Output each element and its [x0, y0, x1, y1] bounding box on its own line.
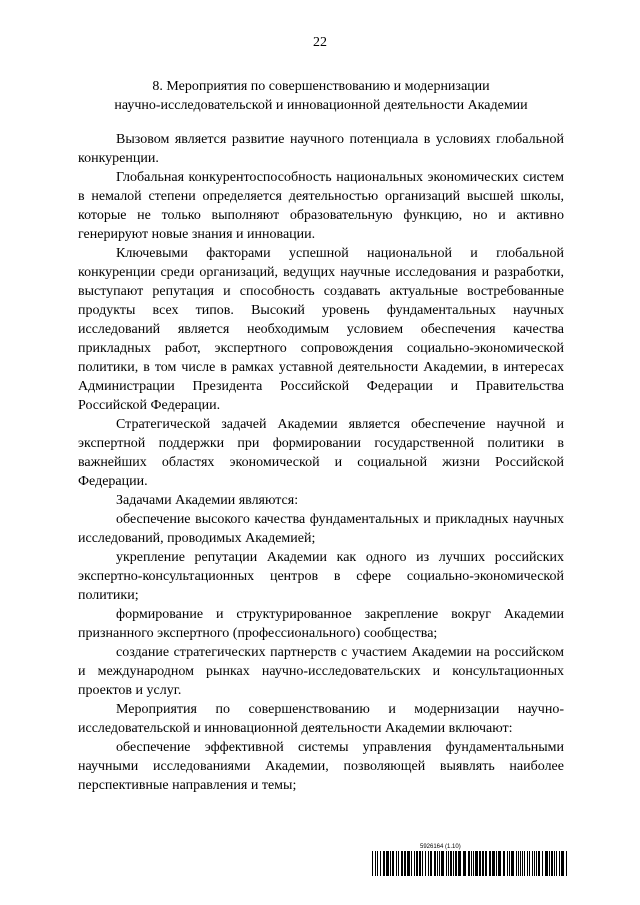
- document-code: 5926164 (1.10): [420, 844, 461, 850]
- document-body: [78, 130, 564, 795]
- section-title: [78, 77, 564, 115]
- paragraph-9: создание стратегических партнерств с участием Академии на российском и международном рынках научно-исследовательских и консультационных проектов и услуг.: [78, 645, 564, 698]
- paragraph-11: обеспечение эффективной системы управления фундаментальными научными исследованиями Академии, позволяющей выявлять наиболее перспективные направления и темы;: [78, 740, 564, 793]
- barcode-icon: [372, 851, 567, 876]
- paragraph-5: Задачами Академии являются:: [116, 493, 299, 508]
- paragraph-4: Стратегической задачей Академии является обеспечение научной и экспертной поддержки при формировании государственной политики в важнейших областях экономической и социальной жизни Российской Федерации.: [78, 417, 564, 489]
- section-title-line-1: 8. Мероприятия по совершенствованию и модернизации: [152, 79, 490, 94]
- paragraph-10: Мероприятия по совершенствованию и модернизации научно-исследовательской и инновационной деятельности Академии включают:: [78, 702, 564, 736]
- paragraph-6: обеспечение высокого качества фундаментальных и прикладных научных исследований, проводимых Академией;: [78, 512, 564, 546]
- paragraph-7: укрепление репутации Академии как одного из лучших российских экспертно-консультационных центров в сфере социально-экономической политики;: [78, 550, 564, 603]
- section-title-line-2: научно-исследовательской и инновационной деятельности Академии: [114, 98, 528, 113]
- paragraph-2: Глобальная конкурентоспособность национальных экономических систем в немалой степени определяется деятельностью организаций высшей школы, которые не только выполняют образовательную функцию, но и активно генерируют новые знания и инновации.: [78, 170, 564, 242]
- paragraph-8: формирование и структурированное закрепление вокруг Академии признанного экспертного (профессионального) сообщества;: [78, 607, 564, 641]
- page-number: 22: [313, 35, 327, 50]
- paragraph-1: Вызовом является развитие научного потенциала в условиях глобальной конкуренции.: [78, 132, 564, 166]
- paragraph-3: Ключевыми факторами успешной национальной и глобальной конкуренции среди организаций, ведущих научные исследования и разработки, выступают репутация и способность создавать актуальные востребованные продукты всех типов. Высокий уровень фундаментальных научных исследований является необходимым условием обеспечения качества прикладных работ, экспертного сопровождения социально-экономической политики, в том числе в рамках уставной деятельности Академии, в интересах Администрации Президента Российской Федерации и Правительства Российской Федерации.: [78, 246, 564, 413]
